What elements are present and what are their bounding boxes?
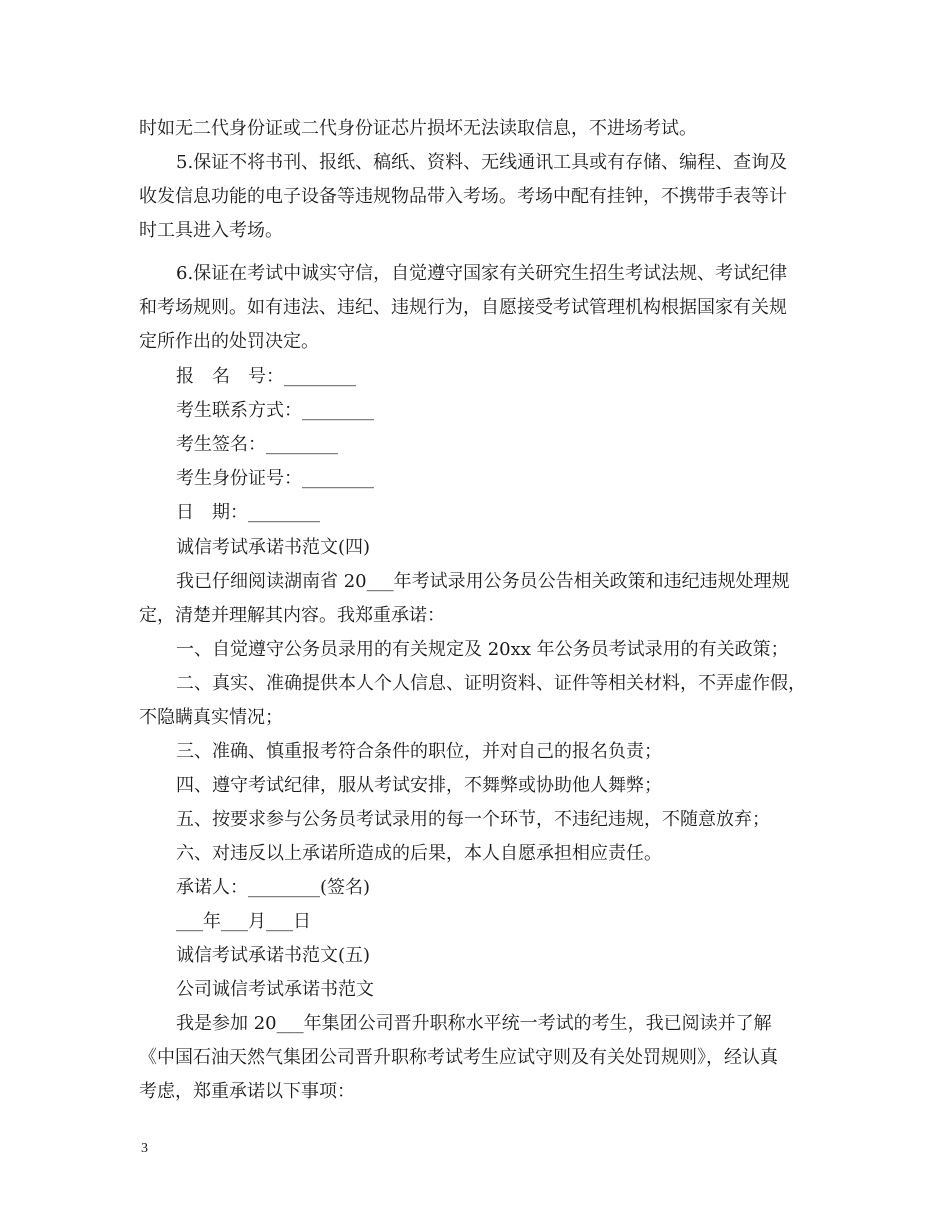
paragraph-line: 5.保证不将书刊、报纸、稿纸、资料、无线通讯工具或有存储、编程、查询及 — [176, 152, 788, 173]
paragraph-line: 和考场规则。如有违法、违纪、违规行为，自愿接受考试管理机构根据国家有关规 — [139, 297, 787, 318]
paragraph-line: 时如无二代身份证或二代身份证芯片损坏无法读取信息，不进场考试。 — [139, 118, 697, 139]
paragraph-line: 我是参加 20___年集团公司晋升职称水平统一考试的考生，我已阅读并了解 — [176, 1013, 772, 1034]
form-field-id-number: 考生身份证号：________ — [176, 468, 374, 489]
list-item: 六、对违反以上承诺所造成的后果，本人自愿承担相应责任。 — [176, 843, 662, 864]
form-field-contact: 考生联系方式：________ — [176, 400, 374, 421]
paragraph-line: 6.保证在考试中诚实守信，自觉遵守国家有关研究生招生考试法规、考试纪律 — [176, 263, 788, 284]
list-item: 一、自觉遵守公务员录用的有关规定及 20xx 年公务员考试录用的有关政策； — [176, 639, 789, 660]
section-subheading: 公司诚信考试承诺书范文 — [176, 979, 374, 1000]
paragraph-line: 时工具进入考场。 — [139, 220, 283, 241]
paragraph-line: 定，清楚并理解其内容。我郑重承诺： — [139, 605, 445, 626]
page-number: 3 — [141, 1141, 148, 1156]
signature-line: 承诺人：________(签名) — [176, 877, 371, 898]
date-line: ___年___月___日 — [176, 911, 311, 932]
list-item-continuation: 不隐瞒真实情况； — [139, 707, 283, 728]
list-item: 五、按要求参与公务员考试录用的每一个环节，不违纪违规，不随意放弃； — [176, 809, 770, 830]
paragraph-line: 考虑，郑重承诺以下事项： — [139, 1081, 355, 1102]
list-item: 三、准确、慎重报考符合条件的职位，并对自己的报名负责； — [176, 741, 662, 762]
section-heading: 诚信考试承诺书范文(四) — [176, 537, 371, 558]
list-item: 二、真实、准确提供本人个人信息、证明资料、证件等相关材料，不弄虚作假， — [176, 673, 806, 694]
paragraph-line: 定所作出的处罚决定。 — [139, 331, 319, 352]
paragraph-line: 《中国石油天然气集团公司晋升职称考试考生应试守则及有关处罚规则》，经认真 — [139, 1047, 778, 1068]
list-item: 四、遵守考试纪律，服从考试安排，不舞弊或协助他人舞弊； — [176, 775, 662, 796]
paragraph-line: 收发信息功能的电子设备等违规物品带入考场。考场中配有挂钟，不携带手表等计 — [139, 186, 787, 207]
form-field-signature: 考生签名：________ — [176, 434, 338, 455]
form-field-date: 日 期：________ — [176, 502, 320, 523]
section-heading: 诚信考试承诺书范文(五) — [176, 945, 371, 966]
form-field-registration-number: 报 名 号：________ — [176, 366, 356, 387]
paragraph-line: 我已仔细阅读湖南省 20___年考试录用公务员公告相关政策和违纪违规处理规 — [176, 571, 790, 592]
